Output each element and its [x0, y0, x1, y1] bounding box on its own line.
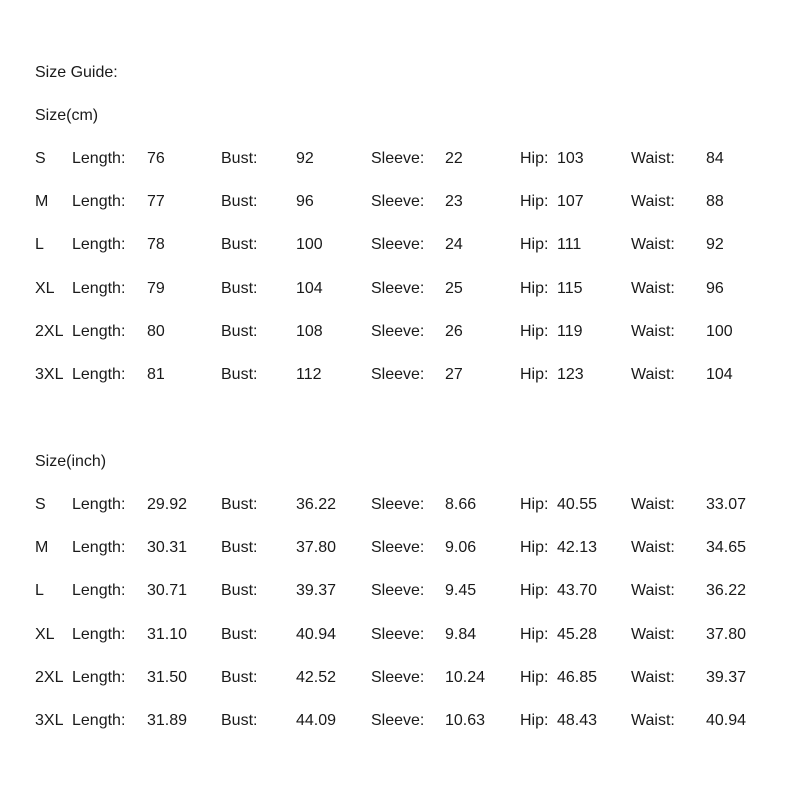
- sleeve-value: 10.63: [445, 712, 486, 729]
- bust-value: 42.52: [296, 669, 337, 686]
- length-label: Length:: [72, 582, 126, 599]
- length-value: 81: [147, 366, 165, 383]
- waist-value: 40.94: [706, 712, 747, 729]
- bust-value: 96: [296, 193, 314, 210]
- length-value: 77: [147, 193, 165, 210]
- size-cell: 2XL: [35, 323, 64, 340]
- bust-value: 112: [296, 366, 322, 383]
- hip-label: Hip:: [520, 626, 549, 643]
- hip-label: Hip:: [520, 582, 549, 599]
- waist-value: 36.22: [706, 582, 747, 599]
- length-label: Length:: [72, 236, 126, 253]
- size-cell: S: [35, 150, 46, 167]
- waist-label: Waist:: [631, 280, 675, 297]
- length-value: 29.92: [147, 496, 188, 513]
- sleeve-value: 9.84: [445, 626, 477, 643]
- waist-value: 92: [706, 236, 724, 253]
- hip-value: 107: [557, 193, 584, 210]
- bust-value: 39.37: [296, 582, 337, 599]
- waist-value: 33.07: [706, 496, 747, 513]
- bust-label: Bust:: [221, 193, 258, 210]
- length-value: 30.71: [147, 582, 188, 599]
- bust-value: 44.09: [296, 712, 337, 729]
- sleeve-value: 9.45: [445, 582, 477, 599]
- sleeve-label: Sleeve:: [371, 539, 425, 556]
- bust-label: Bust:: [221, 626, 258, 643]
- inch-heading: Size(inch): [35, 453, 107, 470]
- sleeve-label: Sleeve:: [371, 366, 425, 383]
- sleeve-value: 9.06: [445, 539, 477, 556]
- waist-value: 88: [706, 193, 724, 210]
- sleeve-label: Sleeve:: [371, 712, 425, 729]
- hip-value: 40.55: [557, 496, 598, 513]
- page-title: Size Guide:: [35, 64, 118, 81]
- waist-value: 39.37: [706, 669, 747, 686]
- waist-label: Waist:: [631, 712, 675, 729]
- length-label: Length:: [72, 323, 126, 340]
- hip-label: Hip:: [520, 280, 549, 297]
- sleeve-label: Sleeve:: [371, 626, 425, 643]
- hip-label: Hip:: [520, 712, 549, 729]
- bust-value: 108: [296, 323, 323, 340]
- sleeve-label: Sleeve:: [371, 669, 425, 686]
- bust-label: Bust:: [221, 582, 258, 599]
- waist-label: Waist:: [631, 582, 675, 599]
- length-value: 79: [147, 280, 165, 297]
- bust-label: Bust:: [221, 496, 258, 513]
- sleeve-value: 8.66: [445, 496, 477, 513]
- length-value: 30.31: [147, 539, 188, 556]
- length-label: Length:: [72, 669, 126, 686]
- waist-value: 100: [706, 323, 733, 340]
- size-cell: L: [35, 236, 44, 253]
- length-label: Length:: [72, 193, 126, 210]
- bust-value: 100: [296, 236, 323, 253]
- sleeve-value: 23: [445, 193, 463, 210]
- hip-label: Hip:: [520, 150, 549, 167]
- sleeve-label: Sleeve:: [371, 323, 425, 340]
- length-label: Length:: [72, 280, 126, 297]
- hip-value: 43.70: [557, 582, 598, 599]
- waist-value: 104: [706, 366, 733, 383]
- sleeve-value: 26: [445, 323, 463, 340]
- waist-label: Waist:: [631, 236, 675, 253]
- length-label: Length:: [72, 366, 126, 383]
- length-label: Length:: [72, 539, 126, 556]
- sleeve-label: Sleeve:: [371, 150, 425, 167]
- size-cell: XL: [35, 626, 55, 643]
- size-cell: 2XL: [35, 669, 64, 686]
- waist-label: Waist:: [631, 366, 675, 383]
- hip-value: 45.28: [557, 626, 598, 643]
- length-label: Length:: [72, 712, 126, 729]
- size-cell: 3XL: [35, 366, 64, 383]
- hip-label: Hip:: [520, 323, 549, 340]
- sleeve-value: 27: [445, 366, 463, 383]
- hip-label: Hip:: [520, 539, 549, 556]
- hip-value: 123: [557, 366, 584, 383]
- hip-value: 48.43: [557, 712, 598, 729]
- sleeve-value: 25: [445, 280, 463, 297]
- bust-label: Bust:: [221, 669, 258, 686]
- hip-label: Hip:: [520, 366, 549, 383]
- length-label: Length:: [72, 626, 126, 643]
- hip-label: Hip:: [520, 193, 549, 210]
- length-value: 31.89: [147, 712, 188, 729]
- bust-label: Bust:: [221, 712, 258, 729]
- bust-label: Bust:: [221, 280, 258, 297]
- bust-label: Bust:: [221, 539, 258, 556]
- size-cell: L: [35, 582, 44, 599]
- sleeve-label: Sleeve:: [371, 236, 425, 253]
- hip-value: 115: [557, 280, 583, 297]
- hip-value: 119: [557, 323, 583, 340]
- sleeve-value: 24: [445, 236, 463, 253]
- bust-value: 36.22: [296, 496, 337, 513]
- bust-value: 104: [296, 280, 323, 297]
- hip-value: 111: [557, 236, 582, 253]
- hip-label: Hip:: [520, 496, 549, 513]
- sleeve-value: 10.24: [445, 669, 486, 686]
- waist-label: Waist:: [631, 626, 675, 643]
- waist-value: 34.65: [706, 539, 747, 556]
- size-cell: XL: [35, 280, 55, 297]
- waist-label: Waist:: [631, 150, 675, 167]
- hip-label: Hip:: [520, 669, 549, 686]
- length-value: 31.10: [147, 626, 188, 643]
- bust-label: Bust:: [221, 366, 258, 383]
- hip-value: 103: [557, 150, 584, 167]
- bust-value: 40.94: [296, 626, 337, 643]
- sleeve-label: Sleeve:: [371, 193, 425, 210]
- sleeve-label: Sleeve:: [371, 280, 425, 297]
- waist-label: Waist:: [631, 323, 675, 340]
- length-value: 76: [147, 150, 165, 167]
- sleeve-value: 22: [445, 150, 463, 167]
- length-value: 80: [147, 323, 165, 340]
- bust-label: Bust:: [221, 236, 258, 253]
- size-cell: S: [35, 496, 46, 513]
- size-cell: 3XL: [35, 712, 64, 729]
- waist-value: 37.80: [706, 626, 747, 643]
- waist-value: 96: [706, 280, 724, 297]
- hip-value: 42.13: [557, 539, 598, 556]
- length-value: 78: [147, 236, 165, 253]
- length-label: Length:: [72, 496, 126, 513]
- bust-value: 92: [296, 150, 314, 167]
- length-label: Length:: [72, 150, 126, 167]
- waist-value: 84: [706, 150, 724, 167]
- length-value: 31.50: [147, 669, 188, 686]
- hip-label: Hip:: [520, 236, 549, 253]
- bust-label: Bust:: [221, 150, 258, 167]
- size-cell: M: [35, 193, 49, 210]
- waist-label: Waist:: [631, 539, 675, 556]
- sleeve-label: Sleeve:: [371, 496, 425, 513]
- waist-label: Waist:: [631, 496, 675, 513]
- cm-heading: Size(cm): [35, 107, 99, 124]
- hip-value: 46.85: [557, 669, 598, 686]
- waist-label: Waist:: [631, 193, 675, 210]
- sleeve-label: Sleeve:: [371, 582, 425, 599]
- bust-label: Bust:: [221, 323, 258, 340]
- bust-value: 37.80: [296, 539, 337, 556]
- size-cell: M: [35, 539, 49, 556]
- waist-label: Waist:: [631, 669, 675, 686]
